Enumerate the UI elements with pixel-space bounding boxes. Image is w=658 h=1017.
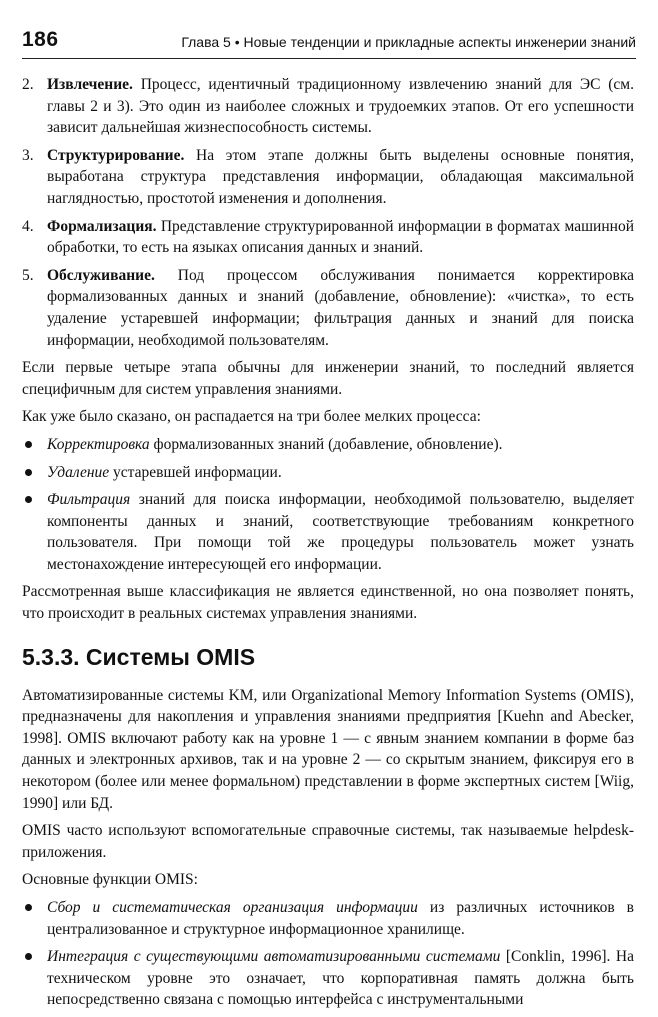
page-body — [22, 74, 634, 1017]
process-item — [22, 489, 634, 575]
process-term: Фильтрация — [47, 491, 131, 509]
omis-functions-list — [22, 897, 634, 1011]
bullet-icon — [25, 496, 32, 503]
function-term: Интеграция с существующими автоматизированными системами — [47, 948, 501, 966]
bullet-icon — [25, 441, 32, 448]
stage-text: Процесс, идентичный традиционному извлечению знаний для ЭС (см. главы 2 и 3). Это один из наиболее сложных и трудоемких этапов. От его успешности зависит дальнейшая жизнеспособность системы. — [47, 76, 634, 137]
function-text: [Conklin, 1996]. На техническом уровне это означает, что корпоративная память должна быть непосредственно связана с помощью интерфейса с инструментальными — [47, 948, 634, 1009]
paragraph-helpdesk: OMIS часто используют вспомогательные справочные системы, так называемые helpdesk-приложения. — [22, 822, 634, 861]
paragraph-omis-intro: Автоматизированные системы KM, или Organizational Memory Information Systems (OMIS), предназначены для накопления и управления знаниями предприятия [Kuehn and Abecker, 1998]. OMIS включают работу как на уровне 1 — с явным знанием компании в форме баз данных и электронных архивов, так и на уровне 2 — со скрытым знанием, фиксируя его в некотором (более или менее формальном) представлении в форме экспертных систем [Wiig, 1990] или БД. — [22, 686, 634, 812]
stage-item — [22, 74, 634, 139]
function-term: Сбор и систематическая организация информации — [47, 899, 418, 916]
stage-number: 2. — [22, 76, 34, 93]
stage-text: Представление структурированной информации в форматах машинной обработки, то есть на языках описания данных и знаний. — [47, 217, 634, 257]
process-term: Удаление — [47, 463, 110, 481]
bullet-icon — [25, 953, 32, 960]
bullet-icon — [25, 469, 32, 476]
stage-number: 4. — [22, 217, 34, 235]
process-item — [22, 462, 634, 484]
process-text: устаревшей информации. — [109, 463, 282, 481]
stage-term: Обслуживание. — [47, 266, 155, 284]
chapter-title: Глава 5 • Новые тенденции и прикладные аспекты инженерии знаний — [181, 34, 636, 50]
stage-term: Формализация. — [47, 217, 157, 235]
page-number: 186 — [22, 28, 59, 51]
bullet-icon — [25, 904, 32, 911]
maintenance-process-list — [22, 434, 634, 576]
process-text: формализованных знаний (добавление, обновление). — [149, 435, 503, 453]
km-stages-list — [22, 74, 634, 351]
stage-item — [22, 265, 634, 351]
running-header — [22, 28, 636, 59]
stage-term: Извлечение. — [47, 76, 133, 93]
stage-text: На этом этапе должны быть выделены основные понятия, выработана структура представления информации, обладающая максимальной наглядностью, простотой изменения и дополнения. — [47, 146, 634, 207]
paragraph-functions: Основные функции OMIS: — [22, 871, 198, 889]
paragraph-split: Как уже было сказано, он распадается на три более мелких процесса: — [22, 408, 481, 426]
function-text: из различных источников в централизованное и структурное информационное хранилище. — [47, 899, 634, 938]
paragraph-classification: Рассмотренная выше классификация не является единственной, но она позволяет понять, что происходит в реальных системах управления знаниями. — [22, 583, 634, 623]
function-item — [22, 897, 634, 940]
section-heading: 5.3.3. Системы OMIS — [22, 643, 256, 670]
stage-text: Под процессом обслуживания понимается корректировка формализованных данных и знаний (добавление, обновление): «чистка», то есть удаление устаревшей информации; фильтрация данных и знаний для поиска информации, необходимой пользователям. — [47, 266, 634, 349]
stage-number: 3. — [22, 146, 34, 164]
process-text: знаний для поиска информации, необходимой пользователю, выделяет компоненты данных и знаний, соответствующие требованиям конкретного пользователя. При помощи той же процедуры пользователь может узнать местонахождение интересующей его информации. — [47, 491, 634, 573]
process-item — [22, 434, 634, 456]
stage-item — [22, 145, 634, 210]
stage-term: Структурирование. — [47, 146, 185, 164]
function-item — [22, 946, 634, 1011]
paragraph-specific: Если первые четыре этапа обычны для инженерии знаний, то последний является специфичным для систем управления знаниями. — [22, 359, 634, 398]
process-term: Корректировка — [47, 435, 150, 453]
stage-number: 5. — [22, 266, 34, 284]
stage-item — [22, 216, 634, 259]
